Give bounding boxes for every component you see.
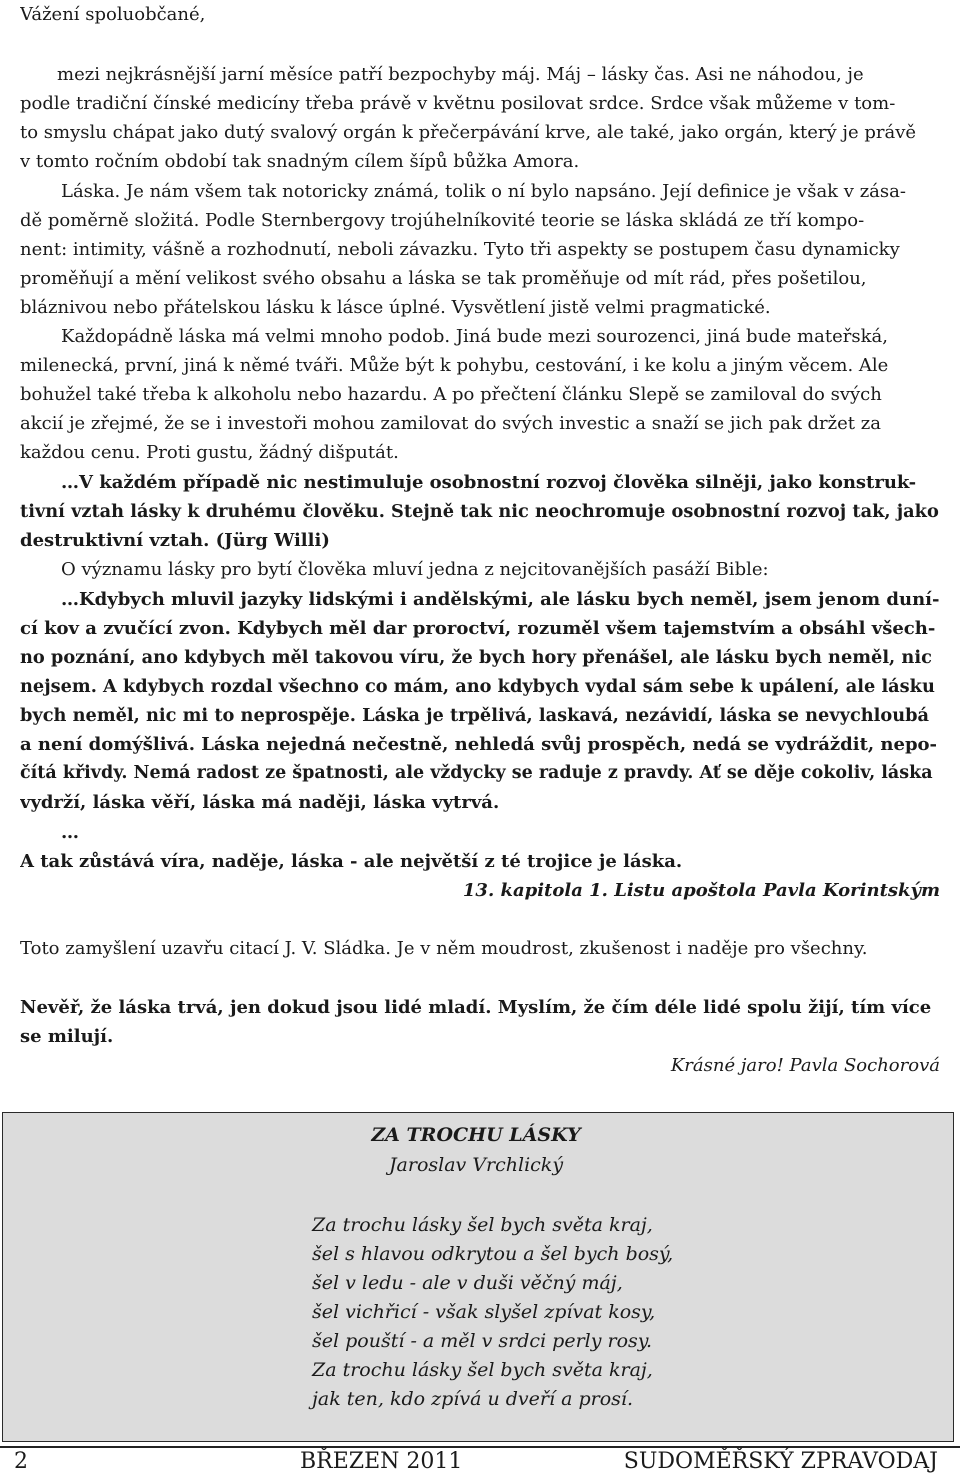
- poem-author: Jaroslav Vrchlický: [388, 1154, 564, 1176]
- poem-line: šel vichřicí - však slyšel zpívat kosy,: [312, 1301, 656, 1323]
- bible-intro: O významu lásky pro bytí člověka mluví jedna z nejcitovanějších pasáží Bible:: [61, 559, 769, 580]
- bible-line: nejsem. A kdybych rozdal všechno co mám, ano kdybych vydal sám sebe k upálení, ale lásku: [20, 676, 935, 697]
- body-line: bláznivou nebo přátelskou lásku k lásce úplné. Vysvětlení jistě velmi pragmatické.: [20, 297, 771, 318]
- body-line: to smyslu chápat jako dutý svalový orgán k přečerpávání krve, ale také, jako orgán, který je právě: [20, 122, 917, 143]
- poem-line: šel v ledu - ale v duši věčný máj,: [312, 1272, 623, 1294]
- body-line: nent: intimity, vášně a rozhodnutí, neboli závazku. Tyto tři aspekty se postupem času dynamicky: [20, 239, 900, 260]
- page-number: 2: [14, 1449, 28, 1474]
- poem-line: jak ten, kdo zpívá u dveří a prosí.: [312, 1388, 634, 1410]
- poem-line: šel pouští - a měl v srdci perly rosy.: [312, 1330, 653, 1352]
- closing-bold-line: se milují.: [20, 1026, 114, 1047]
- bible-source: 13. kapitola 1. Listu apoštola Pavla Korintským: [462, 880, 940, 901]
- greeting: Vážení spoluobčané,: [20, 4, 206, 25]
- bible-line: čítá křivdy. Nemá radost ze špatnosti, ale vždycky se raduje z pravdy. Ať se děje cokoliv, láska: [20, 763, 933, 783]
- poem-line: šel s hlavou odkrytou a šel bych bosý,: [312, 1243, 674, 1265]
- quote-line: tivní vztah lásky k druhému člověku. Stejně tak nic neochromuje osobnostní rozvoj tak, jako: [20, 501, 939, 522]
- body-line: akcií je zřejmé, že se i investoři mohou zamilovat do svých investic a snaží se jich pak držet za: [20, 413, 881, 434]
- closing-bold-line: Nevěř, že láska trvá, jen dokud jsou lidé mladí. Myslím, že čím déle lidé spolu žijí, tím více: [20, 997, 932, 1018]
- bible-line: vydrží, láska věří, láska má naději, láska vytrvá.: [20, 792, 500, 813]
- poem-line: Za trochu lásky šel bych světa kraj,: [312, 1214, 653, 1236]
- body-line: v tomto ročním období tak snadným cílem šípů bůžka Amora.: [20, 151, 580, 172]
- bible-line: a není domýšlivá. Láska nejedná nečestně, nehledá svůj prospěch, nedá se vydráždit, nepo-: [20, 734, 938, 755]
- bible-end: A tak zůstává víra, naděje, láska - ale největší z té trojice je láska.: [20, 851, 683, 872]
- bible-line: …Kdybych mluvil jazyky lidskými i andělskými, ale lásku bych neměl, jsem jenom duní-: [61, 589, 940, 610]
- bible-line: cí kov a zvučící zvon. Kdybych měl dar proroctví, rozuměl všem tajemstvím a obsáhl všech-: [20, 618, 936, 639]
- body-line: Každopádně láska má velmi mnoho podob. Jiná bude mezi sourozenci, jiná bude mateřská,: [61, 326, 888, 347]
- poem-title: ZA TROCHU LÁSKY: [371, 1124, 581, 1146]
- ellipsis: …: [61, 822, 79, 843]
- poem-line: Za trochu lásky šel bych světa kraj,: [312, 1359, 653, 1381]
- bible-line: no poznání, ano kdybych měl takovou víru, že bych hory přenášel, ale lásku bych neměl, nic: [20, 647, 932, 668]
- signature: Krásné jaro! Pavla Sochorová: [670, 1055, 940, 1076]
- body-line: mezi nejkrásnější jarní měsíce patří bezpochyby máj. Máj – lásky čas. Asi ne náhodou, je: [57, 64, 864, 85]
- footer-rule: [0, 1446, 960, 1448]
- issue-date: BŘEZEN 2011: [300, 1449, 463, 1474]
- body-line: dě poměrně složitá. Podle Sternbergovy trojúhelníkovité teorie se láska skládá ze tří kompo-: [20, 210, 865, 231]
- body-line: podle tradiční čínské medicíny třeba právě v květnu posilovat srdce. Srdce však můžeme v tom-: [20, 93, 896, 114]
- body-line: proměňují a mění velikost svého obsahu a láska se tak proměňuje od mít rád, přes pošetilou,: [20, 268, 867, 289]
- publication-title: SUDOMĚŘSKÝ ZPRAVODAJ: [623, 1449, 938, 1474]
- bible-line: bych neměl, nic mi to neprospěje. Láska je trpělivá, laskavá, nezávidí, láska se nevychloubá: [20, 705, 930, 726]
- body-line: bohužel také třeba k alkoholu nebo hazardu. A po přečtení článku Slepě se zamiloval do svých: [20, 384, 882, 405]
- quote-line: …V každém případě nic nestimuluje osobnostní rozvoj člověka silněji, jako konstruk-: [61, 472, 917, 493]
- body-line: každou cenu. Proti gustu, žádný dišputát.: [20, 442, 399, 463]
- body-line: milenecká, první, jiná k němé tváři. Může být k pohybu, cestování, i ke kolu a jiným věcem. Ale: [20, 355, 889, 376]
- quote-line: destruktivní vztah. (Jürg Willi): [20, 530, 330, 551]
- body-line: Láska. Je nám všem tak notoricky známá, tolik o ní bylo napsáno. Její definice je však v zása-: [61, 181, 906, 202]
- closing-line: Toto zamyšlení uzavřu citací J. V. Sládka. Je v něm moudrost, zkušenost i naděje pro všechny.: [20, 938, 868, 959]
